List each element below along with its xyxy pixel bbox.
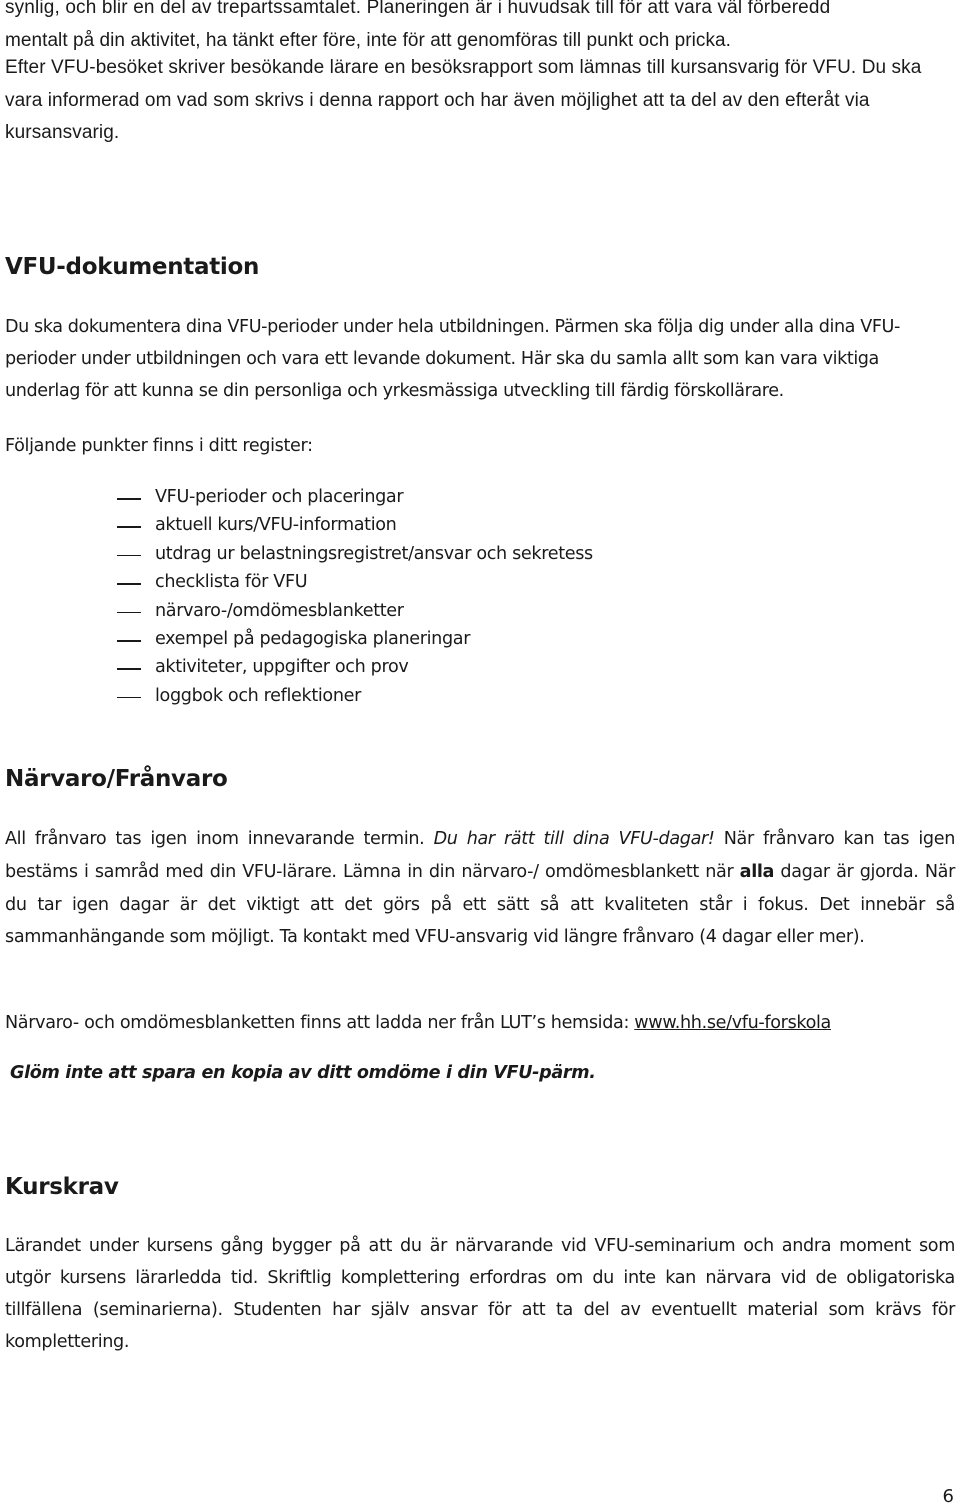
list-item: [0, 483, 700, 511]
list-item: [0, 540, 700, 568]
intro-line-2: mentalt på din aktivitet, ha tänkt efter före, inte för att genomföras till punkt och pricka.: [5, 30, 731, 51]
dash-bullet: [117, 640, 141, 642]
form-download-paragraph: [5, 1007, 955, 1039]
dash-bullet: [117, 498, 141, 500]
report-paragraph: Efter VFU-besöket skriver besökande lärare en besöksrapport som lämnas till kursansvarig för VFU. Du ska vara informerad om vad som skrivs i denna rapport och har även möjlighet att ta del av den efteråt via kursansvarig.: [5, 57, 922, 143]
list-item-text: loggbok och reflektioner: [155, 685, 362, 706]
intro-line-1: synlig, och blir en del av trepartssamtalet. Planeringen är i huvudsak till för att vara väl förberedd: [5, 0, 831, 18]
attendance-emphasis: Du har rätt till dina VFU-dagar!: [433, 829, 715, 849]
list-item-text: aktiviteter, uppgifter och prov: [155, 657, 409, 678]
list-item-text: VFU-perioder och placeringar: [155, 487, 404, 507]
dash-bullet: [117, 526, 141, 528]
vfu-documentation-heading: VFU-dokumentation: [5, 254, 260, 280]
list-item-text: aktuell kurs/VFU-information: [155, 515, 397, 536]
list-item-text: utdrag ur belastningsregistret/ansvar och sekretess: [155, 543, 593, 564]
reminder-note: Glöm inte att spara en kopia av ditt omdöme i din VFU-pärm.: [10, 1063, 596, 1083]
page-number: 6: [942, 1486, 954, 1507]
attendance-text-2: När frånvaro kan tas igen bestäms i samråd med din VFU-lärare. Lämna in din närvaro-/ omdömesblankett när: [5, 829, 955, 882]
hh-website-link[interactable]: www.hh.se/vfu-forskola: [634, 1013, 831, 1033]
vfu-documentation-paragraph: Du ska dokumentera dina VFU-perioder under hela utbildningen. Pärmen ska följa dig under alla dina VFU-perioder under utbildningen och vara ett levande dokument. Här ska du samla allt som kan vara viktiga underlag för att kunna se din personliga och yrkesmässiga utveckling till färdig förskollärare.: [5, 317, 900, 401]
dash-bullet: [117, 583, 141, 585]
list-item-text: checklista för VFU: [155, 572, 308, 593]
list-item: [0, 625, 700, 653]
list-item: [0, 597, 700, 625]
list-item: [0, 511, 700, 539]
attendance-paragraph: [5, 823, 955, 954]
course-requirements-paragraph: Lärandet under kursens gång bygger på att du är närvarande vid VFU-seminarium och andra moment som utgör kursens lärarledda tid. Skriftlig komplettering erfordras om du inte kan närvara vid de obligatoriska tillfällena (seminarierna). Studenten har själv ansvar för att ta del av eventuellt material som krävs för komplettering.: [5, 1236, 955, 1352]
register-intro: Följande punkter finns i ditt register:: [5, 436, 313, 456]
attendance-heading: Närvaro/Frånvaro: [5, 766, 228, 792]
list-item-text: närvaro-/omdömesblanketter: [155, 600, 404, 621]
list-item: [0, 568, 700, 596]
attendance-text-3: dagar är gjorda. När du tar igen dagar är det viktigt att det görs på ett sätt så att kvaliteten står i fokus. Det innebär så sammanhängande som möjligt. Ta kontakt med VFU-ansvarig vid längre frånvaro (4 dagar eller mer).: [5, 861, 955, 948]
dash-bullet: [117, 555, 141, 557]
list-item-text: exempel på pedagogiska planeringar: [155, 628, 471, 649]
attendance-text-1: All frånvaro tas igen inom innevarande termin.: [5, 829, 434, 849]
attendance-bold-word: alla: [739, 861, 775, 882]
register-list: [0, 483, 700, 710]
list-item: [0, 682, 700, 710]
list-item: [0, 653, 700, 681]
dash-bullet: [117, 612, 141, 614]
dash-bullet: [117, 697, 141, 699]
course-requirements-heading: Kurskrav: [5, 1174, 119, 1200]
dash-bullet: [117, 668, 141, 670]
form-download-text: Närvaro- och omdömesblanketten finns att ladda ner från LUT’s hemsida:: [5, 1013, 635, 1033]
